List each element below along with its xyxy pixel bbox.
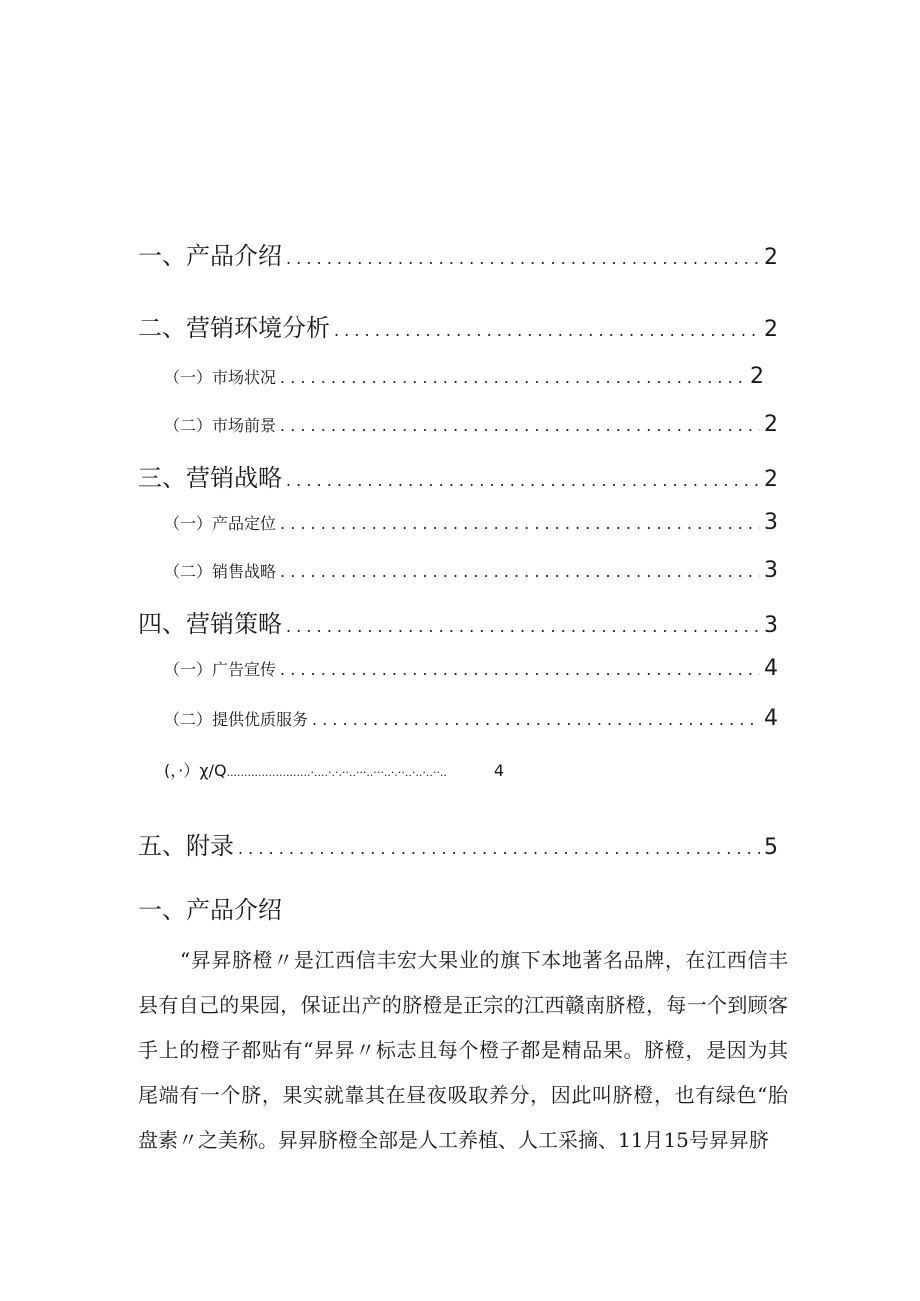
toc-entry-marketing-tactics[interactable] bbox=[138, 604, 778, 639]
toc-dot-leader bbox=[312, 710, 760, 729]
toc-entry-sales-strategy[interactable] bbox=[138, 558, 778, 583]
toc-page-number: 4 bbox=[764, 706, 778, 731]
toc-dot-leader bbox=[334, 321, 760, 340]
toc-entry-product-intro[interactable] bbox=[138, 236, 778, 271]
toc-entry-title: 三、营销战略 bbox=[138, 464, 282, 492]
toc-page-number: 3 bbox=[764, 558, 778, 583]
toc-page-number: 4 bbox=[764, 656, 778, 681]
toc-entry-title: (，·）χ∕Q bbox=[164, 761, 227, 780]
paragraph: “昇昇脐橙〃是江西信丰宏大果业的旗下本地著名品牌，在江西信丰县有自己的果园，保证出产的脐橙是正宗的江西赣南脐橙，每一个到顾客手上的橙子都贴有“昇昇〃标志且每个橙子都是精品果。脐橙，是因为其尾端有一个脐，果实就靠其在昼夜吸取养分，因此叫脐橙，也有绿色“胎盘素〃之美称。昇昇脐橙全部是人工养植、人工采摘、11月15号昇昇脐 bbox=[138, 948, 788, 1152]
toc-entry-garbled[interactable] bbox=[138, 758, 504, 781]
toc-entry-product-positioning[interactable] bbox=[138, 510, 778, 535]
toc-page-number: 2 bbox=[750, 364, 764, 389]
toc-entry-title: （二）销售战略 bbox=[164, 562, 277, 581]
toc-dot-leader bbox=[286, 617, 760, 636]
toc-dot-leader bbox=[280, 416, 760, 435]
toc-page-number: 3 bbox=[764, 510, 778, 535]
toc-page-number: 4 bbox=[493, 761, 504, 780]
toc-page-number: 2 bbox=[764, 412, 778, 437]
toc-entry-market-outlook[interactable] bbox=[138, 412, 778, 437]
toc-entry-marketing-strategy[interactable] bbox=[138, 458, 778, 493]
toc-entry-title: （一）广告宣传 bbox=[164, 660, 277, 679]
toc-page-number: 2 bbox=[764, 245, 778, 270]
toc-entry-title: （一）产品定位 bbox=[164, 514, 277, 533]
toc-dot-leader bbox=[286, 471, 760, 490]
toc-entry-title: （二）市场前景 bbox=[164, 416, 277, 435]
toc-entry-title: 二、营销环境分析 bbox=[138, 314, 330, 342]
toc-page-number: 2 bbox=[764, 317, 778, 342]
toc-entry-title: （一）市场状况 bbox=[164, 368, 277, 387]
toc-entry-market-status[interactable] bbox=[138, 364, 764, 389]
toc-entry-title: （二）提供优质服务 bbox=[164, 710, 309, 729]
toc-entry-title: 四、营销策略 bbox=[138, 610, 282, 638]
toc-page-number: 3 bbox=[764, 613, 778, 638]
toc-entry-title: 五、附录 bbox=[138, 832, 234, 860]
toc-entry-appendix[interactable] bbox=[138, 826, 778, 861]
toc-dot-leader bbox=[280, 368, 746, 387]
toc-dot-leader bbox=[280, 514, 760, 533]
toc-entry-marketing-env[interactable] bbox=[138, 308, 778, 343]
body-text bbox=[138, 938, 788, 1163]
section-heading: 一、产品介绍 bbox=[138, 896, 282, 924]
toc-dot-leader bbox=[286, 249, 760, 268]
toc-dot-leader: ........................·....·.·.··..···..···..·.··..·..·..··.. bbox=[226, 766, 447, 779]
toc-page-number: 2 bbox=[764, 467, 778, 492]
toc-dot-leader bbox=[280, 562, 760, 581]
toc-page-number: 5 bbox=[764, 835, 778, 860]
toc-dot-leader bbox=[238, 839, 760, 858]
toc-dot-leader bbox=[280, 660, 760, 679]
toc-entry-title: 一、产品介绍 bbox=[138, 242, 282, 270]
toc-entry-quality-service[interactable] bbox=[138, 706, 778, 731]
toc-entry-advertising[interactable] bbox=[138, 656, 778, 681]
